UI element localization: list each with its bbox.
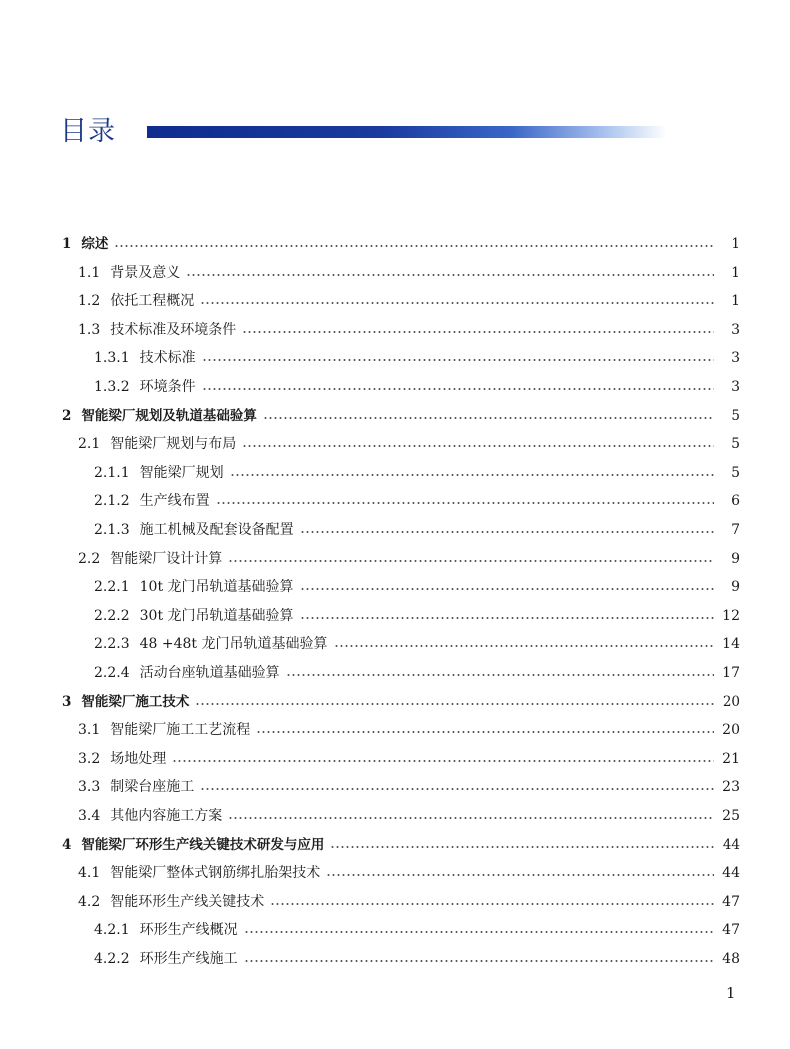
- toc-entry-page: 20: [722, 722, 740, 739]
- toc-entry-page: 1: [731, 264, 740, 281]
- toc-entry-number: 2.2.3: [94, 636, 130, 653]
- toc-entry-page: 14: [722, 636, 740, 653]
- toc-entry-number: 1.3.2: [94, 379, 130, 395]
- toc-entry[interactable]: [94, 487, 740, 515]
- toc-entry[interactable]: [62, 831, 740, 859]
- toc-entry[interactable]: [94, 602, 740, 630]
- toc-leader-dots: [330, 846, 714, 848]
- toc-entry-page: 20: [722, 693, 740, 710]
- toc-entry[interactable]: [78, 773, 740, 801]
- toc-leader-dots: [216, 502, 714, 504]
- toc-entry-number: 1.1: [78, 264, 101, 281]
- toc-entry-page: 1: [731, 236, 740, 252]
- toc-entry[interactable]: [62, 230, 740, 258]
- toc-entry-title: 智能梁厂环形生产线关键技术研发与应用: [81, 836, 325, 853]
- toc-leader-dots: [242, 331, 714, 333]
- toc-entry-title: 48 +48t 龙门吊轨道基础验算: [139, 636, 328, 653]
- toc-leader-dots: [300, 617, 714, 619]
- toc-entry[interactable]: [94, 459, 740, 487]
- toc-entry[interactable]: [78, 430, 740, 458]
- toc-entry-title: 依托工程概况: [110, 293, 195, 310]
- toc-leader-dots: [300, 588, 714, 590]
- toc-entry[interactable]: [78, 802, 740, 830]
- toc-entry-page: 44: [722, 865, 740, 882]
- toc-leader-dots: [244, 931, 714, 933]
- toc-entry-title: 制梁台座施工: [110, 779, 195, 796]
- toc-entry-number: 3: [62, 693, 72, 710]
- toc-entry-page: 25: [722, 808, 740, 824]
- toc-entry-title: 背景及意义: [110, 264, 181, 281]
- toc-entry-page: 23: [722, 779, 740, 796]
- toc-entry[interactable]: [94, 373, 740, 401]
- toc-entry-title: 智能梁厂设计计算: [110, 550, 223, 567]
- toc-entry-title: 智能梁厂施工工艺流程: [110, 722, 251, 739]
- toc-entry-number: 2.2.2: [94, 607, 130, 624]
- toc-leader-dots: [263, 417, 714, 419]
- toc-entry-number: 2.1.2: [94, 493, 130, 510]
- toc-entry-title: 智能梁厂规划: [139, 464, 224, 481]
- toc-entry-number: 4.2.1: [94, 922, 130, 939]
- toc-entry-page: 1: [731, 293, 740, 310]
- toc-leader-dots: [200, 302, 714, 304]
- toc-entry-page: 47: [722, 893, 740, 910]
- toc-entry-page: 21: [722, 750, 740, 767]
- toc-entry[interactable]: [94, 945, 740, 973]
- toc-entry-title: 30t 龙门吊轨道基础验算: [139, 607, 294, 624]
- toc-entry[interactable]: [94, 659, 740, 687]
- toc-entry-title: 智能梁厂规划及轨道基础验算: [81, 407, 257, 424]
- toc-entry-title: 环形生产线概况: [139, 922, 238, 939]
- toc-entry[interactable]: [78, 316, 740, 344]
- toc-entry-title: 生产线布置: [139, 493, 210, 510]
- toc-leader-dots: [230, 474, 714, 476]
- toc-entry-title: 环境条件: [139, 379, 196, 395]
- toc-entry-number: 4.1: [78, 865, 101, 882]
- toc-leader-dots: [114, 245, 714, 247]
- toc-entry-number: 2.2.1: [94, 579, 130, 596]
- toc-entry-title: 施工机械及配套设备配置: [139, 522, 294, 538]
- toc-leader-dots: [286, 674, 714, 676]
- toc-leader-dots: [186, 274, 714, 276]
- toc-entry-number: 4.2: [78, 893, 101, 910]
- toc-entry-page: 17: [722, 665, 740, 681]
- toc-entry-number: 2.2: [78, 550, 101, 567]
- toc-entry-page: 5: [731, 407, 740, 424]
- toc-entry[interactable]: [94, 344, 740, 372]
- toc-leader-dots: [326, 874, 714, 876]
- toc-leader-dots: [228, 817, 714, 819]
- toc-entry-title: 环形生产线施工: [139, 951, 238, 967]
- toc-leader-dots: [172, 760, 714, 762]
- toc-entry-title: 智能梁厂施工技术: [81, 693, 190, 710]
- toc-leader-dots: [200, 788, 714, 790]
- toc-entry-number: 3.3: [78, 779, 101, 796]
- toc-entry-number: 3.1: [78, 722, 101, 739]
- toc-entry-page: 44: [722, 836, 740, 853]
- toc-entry-page: 3: [731, 321, 740, 338]
- toc-entry[interactable]: [94, 516, 740, 544]
- toc-entry-title: 智能梁厂规划与布局: [110, 436, 237, 453]
- toc-leader-dots: [242, 445, 714, 447]
- title-decoration-bar: [147, 126, 667, 138]
- toc-entry-number: 2.1: [78, 436, 101, 453]
- toc-leader-dots: [228, 560, 714, 562]
- toc-entry-title: 综述: [81, 236, 109, 252]
- title-bar: [0, 112, 790, 152]
- toc-entry-page: 3: [731, 350, 740, 367]
- toc-entry[interactable]: [78, 716, 740, 744]
- toc-entry-page: 48: [722, 951, 740, 967]
- toc-entry-page: 9: [731, 579, 740, 596]
- toc-entry[interactable]: [78, 745, 740, 773]
- toc-entry-number: 2.2.4: [94, 665, 130, 681]
- toc-leader-dots: [244, 960, 714, 962]
- toc-entry-number: 2.1.3: [94, 522, 130, 538]
- toc-entry-number: 4.2.2: [94, 951, 130, 967]
- toc-entry-number: 1: [62, 236, 72, 252]
- toc-entry[interactable]: [78, 259, 740, 287]
- toc-leader-dots: [195, 703, 714, 705]
- toc-leader-dots: [202, 359, 714, 361]
- toc-entry-title: 场地处理: [110, 750, 167, 767]
- toc-entry-page: 47: [722, 922, 740, 939]
- toc-entry[interactable]: [62, 688, 740, 716]
- toc-entry[interactable]: [94, 573, 740, 601]
- toc-entry-title: 10t 龙门吊轨道基础验算: [139, 579, 294, 596]
- toc-entry-page: 12: [722, 607, 740, 624]
- toc-entry[interactable]: [62, 402, 740, 430]
- footer-page-number: 1: [726, 984, 736, 1002]
- toc-entry-number: 1.2: [78, 293, 101, 310]
- toc-entry-title: 智能环形生产线关键技术: [110, 893, 265, 910]
- toc-entry-number: 2.1.1: [94, 464, 130, 481]
- toc-entry-number: 2: [62, 407, 72, 424]
- toc-entry-number: 4: [62, 836, 72, 853]
- toc-entry-title: 技术标准: [139, 350, 196, 367]
- toc-entry-title: 智能梁厂整体式钢筋绑扎胎架技术: [110, 865, 321, 882]
- toc-entry-page: 7: [731, 522, 740, 538]
- toc-entry-page: 5: [731, 464, 740, 481]
- toc-entry-number: 3.4: [78, 808, 101, 824]
- toc-entry[interactable]: [78, 859, 740, 887]
- toc-leader-dots: [270, 903, 714, 905]
- toc-entry[interactable]: [78, 545, 740, 573]
- toc-leader-dots: [256, 731, 714, 733]
- toc-entry-title: 技术标准及环境条件: [110, 321, 237, 338]
- toc-entry-number: 3.2: [78, 750, 101, 767]
- toc-entry[interactable]: [94, 630, 740, 658]
- toc-leader-dots: [300, 531, 714, 533]
- toc-entry-page: 3: [731, 379, 740, 395]
- toc-entry[interactable]: [78, 888, 740, 916]
- toc-entry-number: 1.3.1: [94, 350, 130, 367]
- toc-entry-page: 6: [731, 493, 740, 510]
- toc-entry-page: 9: [731, 550, 740, 567]
- page-title: 目录: [60, 116, 116, 147]
- toc-entry[interactable]: [94, 916, 740, 944]
- toc-entry-title: 其他内容施工方案: [110, 808, 223, 824]
- toc-entry-number: 1.3: [78, 321, 101, 338]
- toc-entry-title: 活动台座轨道基础验算: [139, 665, 280, 681]
- toc-entry[interactable]: [78, 287, 740, 315]
- toc-leader-dots: [202, 388, 714, 390]
- toc-leader-dots: [334, 645, 714, 647]
- toc-entry-page: 5: [731, 436, 740, 453]
